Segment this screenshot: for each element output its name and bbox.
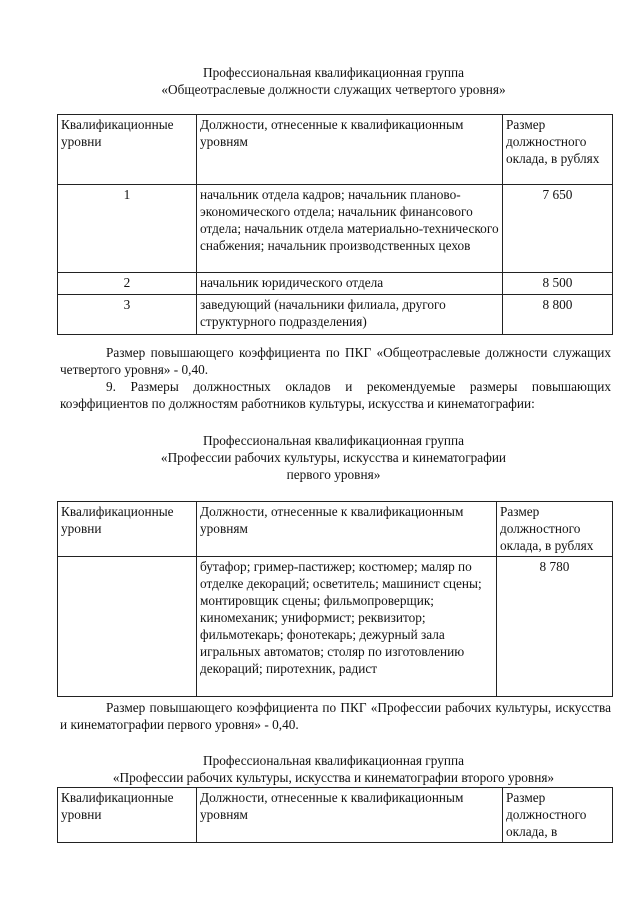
row-salary: 8 500 xyxy=(503,273,613,295)
table-header-row xyxy=(58,502,613,557)
section3-heading-line2: «Профессии рабочих культуры, искусства и кинематографии второго уровня» xyxy=(112,770,555,785)
header-levels: Квалификационные уровни xyxy=(58,502,197,557)
section1-heading-line1: Профессиональная квалификационная группа xyxy=(203,65,464,80)
section2-heading-line3: первого уровня» xyxy=(286,467,381,482)
section1-notes xyxy=(60,344,611,412)
section3-heading-line1: Профессиональная квалификационная группа xyxy=(203,753,464,768)
row-salary: 8 800 xyxy=(503,295,613,335)
section1-heading xyxy=(56,64,611,98)
section2-heading xyxy=(56,432,611,483)
row-positions: заведующий (начальники филиала, другого структурного подразделения) xyxy=(197,295,503,335)
row-level: 1 xyxy=(58,185,197,273)
header-salary: Размер должностного оклада, в рублях xyxy=(503,115,613,185)
section2-table xyxy=(57,501,613,697)
table-row xyxy=(58,185,613,273)
header-positions: Должности, отнесенные к квалификационным уровням xyxy=(197,502,497,557)
section2-notes xyxy=(60,699,611,733)
header-levels: Квалификационные уровни xyxy=(58,115,197,185)
row-level: 3 xyxy=(58,295,197,335)
table-row xyxy=(58,557,613,697)
section3-heading xyxy=(56,752,611,786)
clause-9-text: 9. Размеры должностных окладов и рекомендуемые размеры повышающих коэффициентов по должностям работников культуры, искусства и кинематографии: xyxy=(60,379,611,411)
table-header-row xyxy=(58,788,613,843)
row-salary: 7 650 xyxy=(503,185,613,273)
row-level xyxy=(58,557,197,697)
row-positions: начальник отдела кадров; начальник планово-экономического отдела; начальник финансового отдела; начальник отдела материально-технического снабжения; начальник производственных цехов xyxy=(197,185,503,273)
section2-heading-line1: Профессиональная квалификационная группа xyxy=(203,433,464,448)
section3-table xyxy=(57,787,613,843)
section1-coefficient-note: Размер повышающего коэффициента по ПКГ «Общеотраслевые должности служащих четвертого уровня» - 0,40. xyxy=(60,345,611,377)
table-row xyxy=(58,295,613,335)
section1-table xyxy=(57,114,613,335)
row-level: 2 xyxy=(58,273,197,295)
header-positions: Должности, отнесенные к квалификационным уровням xyxy=(197,115,503,185)
section2-coefficient-note: Размер повышающего коэффициента по ПКГ «Профессии рабочих культуры, искусства и кинематографии первого уровня» - 0,40. xyxy=(60,700,611,732)
row-positions: начальник юридического отдела xyxy=(197,273,503,295)
header-salary: Размер должностного оклада, в xyxy=(503,788,613,843)
section1-heading-line2: «Общеотраслевые должности служащих четвертого уровня» xyxy=(161,82,506,97)
header-positions: Должности, отнесенные к квалификационным уровням xyxy=(197,788,503,843)
section2-heading-line2: «Профессии рабочих культуры, искусства и кинематографии xyxy=(160,450,507,465)
table-header-row xyxy=(58,115,613,185)
header-salary: Размер должностного оклада, в рублях xyxy=(497,502,613,557)
row-salary: 8 780 xyxy=(497,557,613,697)
row-positions: бутафор; гример-пастижер; костюмер; маляр по отделке декораций; осветитель; машинист сцены; монтировщик сцены; фильмопроверщик; киномеханик; униформист; реквизитор; фильмотекарь; фонотекарь; дежурный зала игральных автоматов; столяр по изготовлению декораций; пиротехник, радист xyxy=(197,557,497,697)
header-levels: Квалификационные уровни xyxy=(58,788,197,843)
table-row xyxy=(58,273,613,295)
